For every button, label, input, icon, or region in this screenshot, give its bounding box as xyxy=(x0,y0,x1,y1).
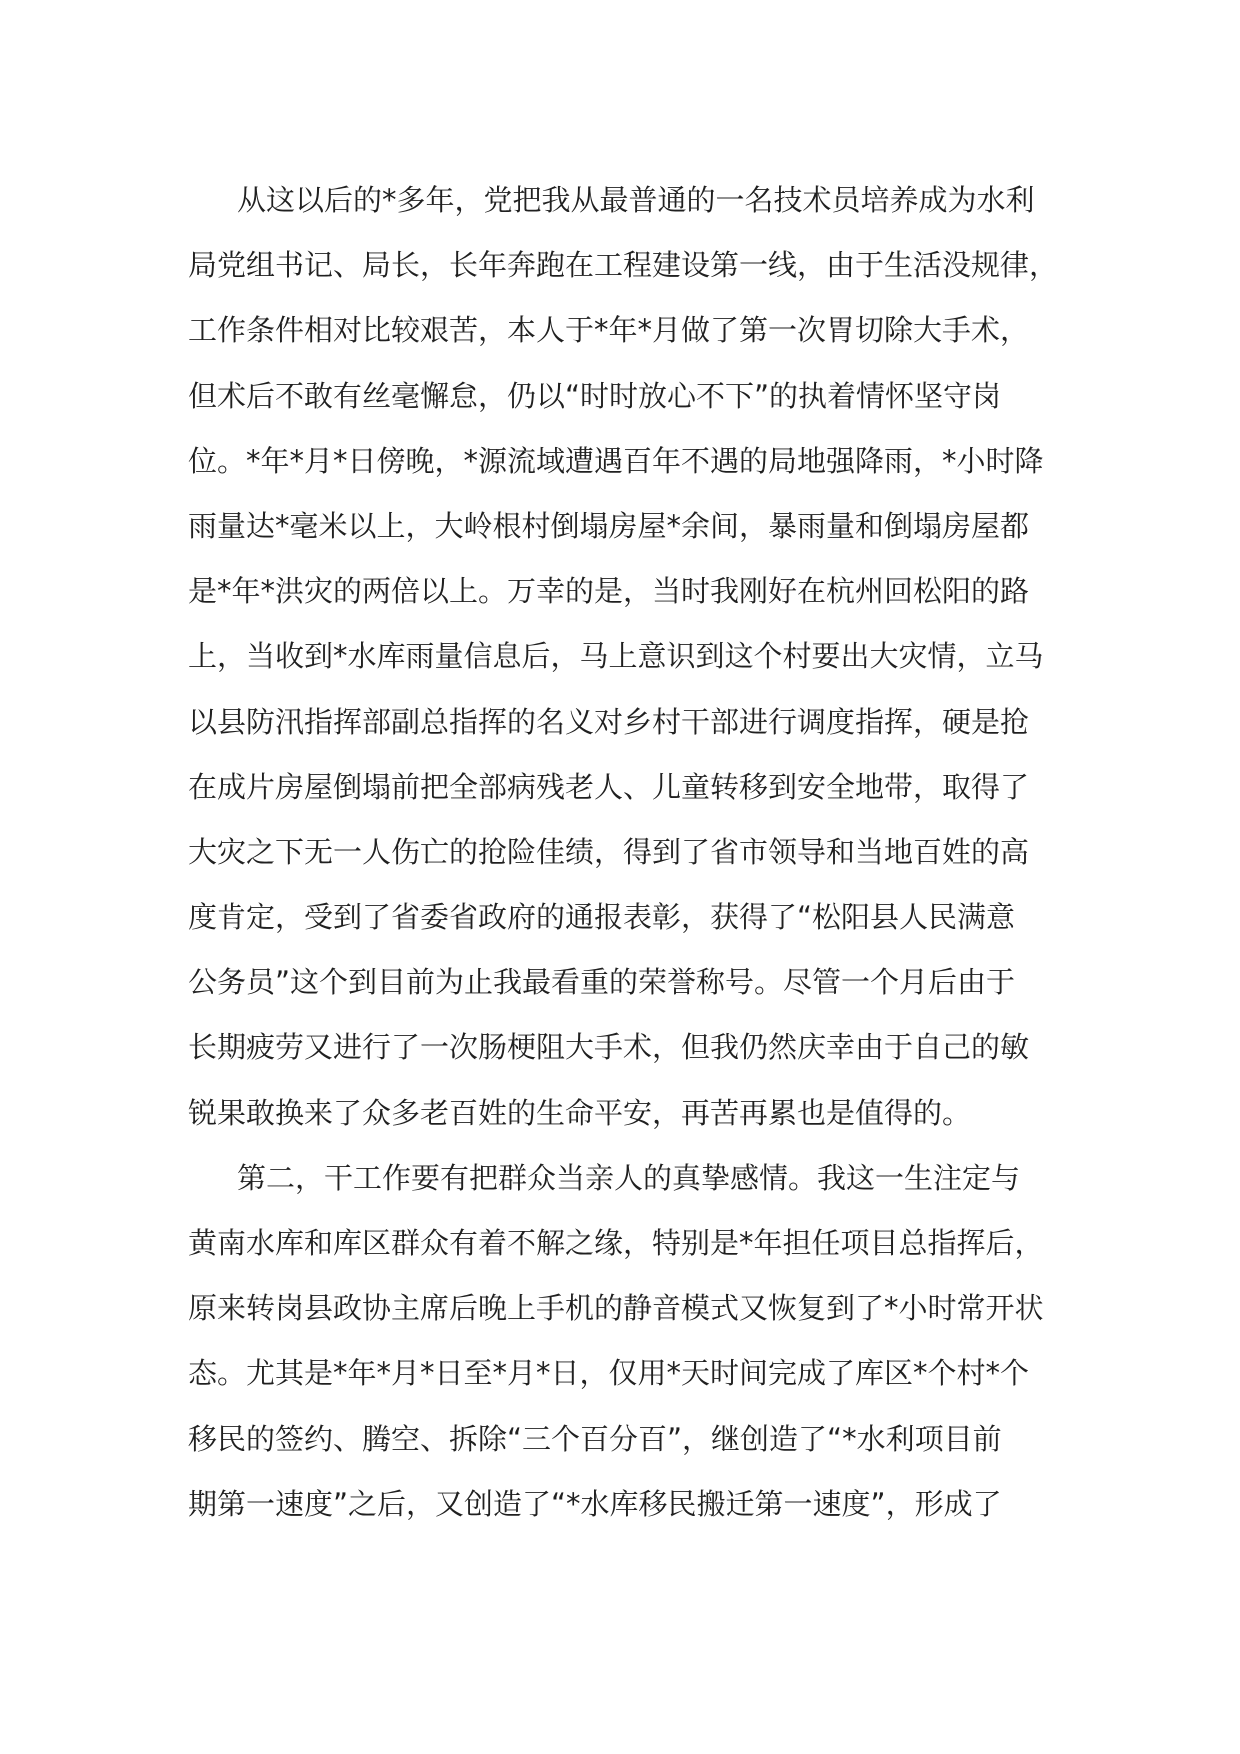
text-line: 是*年*洪灾的两倍以上。万幸的是，当时我刚好在杭州回松阳的路 xyxy=(188,574,1030,609)
text-line: 局党组书记、局长，长年奔跑在工程建设第一线，由于生活没规律， xyxy=(188,248,1059,283)
paragraph-1 xyxy=(188,168,1068,1146)
text-line: 在成片房屋倒塌前把全部病残老人、儿童转移到安全地带，取得了 xyxy=(188,769,1030,804)
body-text xyxy=(188,168,1068,1537)
text-line: 移民的签约、腾空、拆除“三个百分百”，继创造了“*水利项目前 xyxy=(188,1421,1002,1456)
text-line: 但术后不敢有丝毫懈怠，仍以“时时放心不下”的执着情怀坚守岗 xyxy=(188,378,1002,413)
text-line: 公务员”这个到目前为止我最看重的荣誉称号。尽管一个月后由于 xyxy=(188,965,1016,1000)
text-line: 大灾之下无一人伤亡的抢险佳绩，得到了省市领导和当地百姓的高 xyxy=(188,834,1030,869)
text-line: 工作条件相对比较艰苦，本人于*年*月做了第一次胃切除大手术， xyxy=(188,313,1030,348)
text-line: 第二，干工作要有把群众当亲人的真挚感情。我这一生注定与 xyxy=(237,1160,1021,1195)
text-line: 态。尤其是*年*月*日至*月*日，仅用*天时间完成了库区*个村*个 xyxy=(188,1356,1030,1391)
text-line: 度肯定，受到了省委省政府的通报表彰，获得了“松阳县人民满意 xyxy=(188,900,1016,935)
paragraph-2 xyxy=(188,1146,1068,1537)
text-line: 锐果敢换来了众多老百姓的生命平安，再苦再累也是值得的。 xyxy=(188,1095,972,1130)
text-line: 位。*年*月*日傍晚，*源流域遭遇百年不遇的局地强降雨，*小时降 xyxy=(188,443,1044,478)
text-line: 以县防汛指挥部副总指挥的名义对乡村干部进行调度指挥，硬是抢 xyxy=(188,704,1030,739)
text-line: 上，当收到*水库雨量信息后，马上意识到这个村要出大灾情，立马 xyxy=(188,639,1044,674)
text-line: 黄南水库和库区群众有着不解之缘，特别是*年担任项目总指挥后， xyxy=(188,1226,1044,1260)
text-line: 原来转岗县政协主席后晚上手机的静音模式又恢复到了*小时常开状 xyxy=(188,1291,1044,1326)
text-line: 雨量达*毫米以上，大岭根村倒塌房屋*余间，暴雨量和倒塌房屋都 xyxy=(188,508,1030,543)
text-line: 从这以后的*多年，党把我从最普通的一名技术员培养成为水利 xyxy=(237,183,1035,217)
text-line: 长期疲劳又进行了一次肠梗阻大手术，但我仍然庆幸由于自己的敏 xyxy=(188,1030,1030,1065)
text-line: 期第一速度”之后，又创造了“*水库移民搬迁第一速度”，形成了 xyxy=(188,1486,1002,1521)
